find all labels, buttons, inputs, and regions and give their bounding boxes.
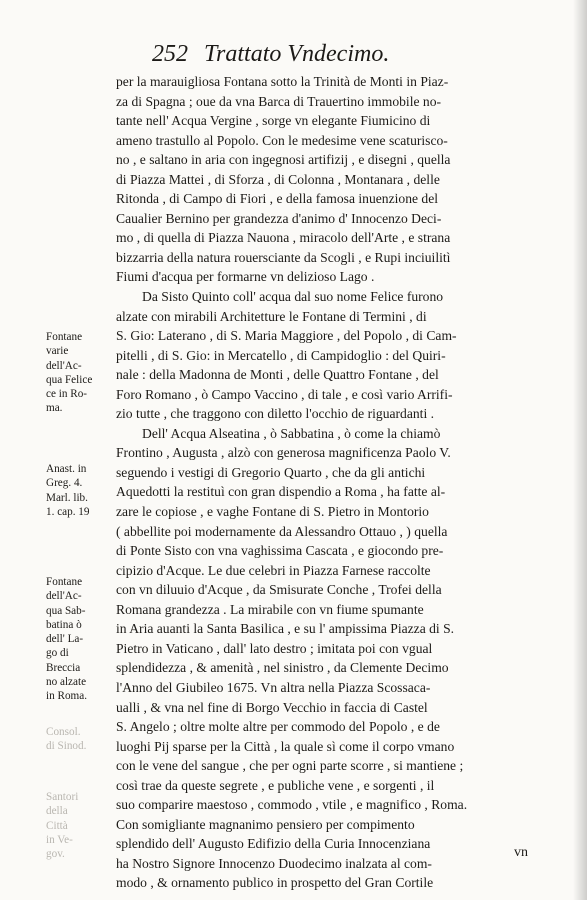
text-line: Pietro in Vaticano , dall' lato destro ; imitata poi con vgual <box>116 640 433 656</box>
note-line: go di <box>46 647 69 660</box>
note-line: Santori <box>46 791 79 803</box>
text-line: di Piazza Mattei , di Sforza , di Colonna , Montanara , delle <box>116 171 440 187</box>
margin-note-faint-bleedthrough-lower <box>46 790 112 861</box>
main-text <box>116 72 574 893</box>
text-line: bizzarria della natura rouersciante da Scogli , e Rupi inciuilitì <box>116 249 451 265</box>
page-number: 252 <box>152 41 188 67</box>
text-line: cipizio d'Acque. Le due celebri in Piazza Farnese raccolte <box>116 562 431 578</box>
text-line: Fiumi d'acqua per formarne vn delizioso Lago . <box>116 269 375 285</box>
text-line: ( abbellite poi modernamente da Alessandro Ottauo , ) quella <box>116 523 448 539</box>
text-line: tante nell' Acqua Vergine , sorge vn elegante Fiumicino di <box>116 113 431 129</box>
paragraph-start-line: Da Sisto Quinto coll' acqua dal suo nome Felice furono <box>142 289 444 305</box>
margin-note-fontane-sabbatina <box>46 575 112 704</box>
text-line: luoghi Pij sparse per la Città , la quale sì come il corpo vmano <box>116 738 455 754</box>
note-line: dell'Ac- <box>46 590 82 603</box>
text-line: ualli , & vna nel fine di Borgo Vecchio in faccia di Castel <box>116 699 428 715</box>
note-line: Fontane <box>46 331 83 343</box>
text-line: Aquedotti la restituì con gran dispendio a Roma , ha fatte al- <box>116 484 446 500</box>
note-line: in Roma. <box>46 690 88 703</box>
text-line: nale : della Madonna de Monti , delle Quattro Fontane , del <box>116 367 439 383</box>
text-line: ha Nostro Signore Innocenzo Duodecimo inalzata al com- <box>116 855 432 871</box>
text-line: Foro Romano , ò Campo Vaccino , di tale , e così vario Arrifi- <box>116 386 453 402</box>
text-line: per la marauigliosa Fontana sotto la Trinità de Monti in Piaz- <box>116 74 449 89</box>
note-line: dell' La- <box>46 633 84 646</box>
note-line: varie <box>46 345 69 358</box>
text-line: Con somigliante magnanimo pensiero per compimento <box>116 816 415 832</box>
text-line: così trae da queste segrete , e publiche vene , e sorgenti , il <box>116 777 435 793</box>
text-line: modo , & ornamento publico in prospetto del Gran Cortile <box>116 875 434 891</box>
note-line: ma. <box>46 402 63 415</box>
text-line: in Aria auanti la Santa Basilica , e su l' ampissima Piazza di S. <box>116 621 455 637</box>
note-line: della <box>46 805 68 818</box>
note-line: Fontane <box>46 576 83 588</box>
page-header <box>152 38 482 70</box>
text-line: l'Anno del Giubileo 1675. Vn altra nella Piazza Scossaca- <box>116 679 431 695</box>
text-line: con le vene del sangue , che per ogni parte scorre , si mantiene ; <box>116 758 464 774</box>
text-line: di Ponte Sisto con vna vaghissima Cascata , e giocondo pre- <box>116 543 444 559</box>
note-line: ce in Ro- <box>46 388 88 401</box>
note-line: Città <box>46 819 68 832</box>
text-line: Romana grandezza . La mirabile con vn fiume spumante <box>116 601 424 617</box>
note-line: Consol. <box>46 726 81 738</box>
note-line: no alzate <box>46 676 87 689</box>
text-line: seguendo i vestigi di Gregorio Quarto , che da gli antichi <box>116 464 426 480</box>
text-line: zare le copiose , e vaghe Fontane di S. Pietro in Montorio <box>116 504 429 520</box>
catchword: vn <box>514 845 528 860</box>
note-line: dell'Ac- <box>46 359 82 372</box>
text-line: suo comparire maestoso , commodo , vtile , e magnifico , Roma. <box>116 797 468 813</box>
note-line: gov. <box>46 848 65 861</box>
text-line: ameno trastullo al Popolo. Con le medesime vene scaturisco- <box>116 132 448 148</box>
text-line: Caualier Bernino per grandezza d'animo d' Innocenzo Deci- <box>116 210 442 226</box>
note-line: Anast. in <box>46 463 87 475</box>
note-line: Breccia <box>46 661 81 674</box>
note-line: qua Sab- <box>46 604 86 617</box>
text-line: Frontino , Augusta , alzò con generosa magnificenza Paolo V. <box>116 445 451 461</box>
text-line: Ritonda , di Campo di Fiori , e della famosa inuenzione del <box>116 191 439 207</box>
text-line: splendidezza , & amenità , nel sinistro , da Clemente Decimo <box>116 660 449 676</box>
note-line: 1. cap. 19 <box>46 505 90 518</box>
note-line: in Ve- <box>46 833 73 846</box>
running-title: Trattato Vndecimo. <box>204 41 390 67</box>
text-line: S. Gio: Laterano , di S. Maria Maggiore , del Popolo , di Cam- <box>116 328 457 344</box>
margin-note-anast <box>46 462 112 519</box>
text-line: zio tutte , che traggono con diletto l'occhio de riguardanti . <box>116 406 435 422</box>
margin-note-fontane-felice <box>46 330 112 416</box>
text-line: pitelli , di S. Gio: in Mercatello , di Campidoglio : del Quiri- <box>116 347 446 363</box>
paragraph-start-line: Dell' Acqua Alseatina , ò Sabbatina , ò come la chiamò <box>142 425 441 441</box>
text-line: alzate con mirabili Architetture le Fontane di Termini , di <box>116 308 427 324</box>
text-line: con vn diluuio d'Acque , da Smisurate Conche , Trofei della <box>116 582 442 598</box>
text-line: za di Spagna ; oue da vna Barca di Trauertino immobile no- <box>116 93 442 109</box>
text-line: splendido dell' Augusto Edifizio della Curia Innocenziana <box>116 836 431 852</box>
note-line: qua Felice <box>46 373 93 386</box>
note-line: Marl. lib. <box>46 491 88 504</box>
text-line: S. Angelo ; oltre molte altre per commodo del Popolo , e de <box>116 719 440 735</box>
text-line: no , e saltano in aria con ingegnosi artifizij , e disegni , quella <box>116 152 451 168</box>
note-line: di Sinod. <box>46 740 87 753</box>
page-gutter-shadow <box>573 0 587 900</box>
margin-note-faint-bleedthrough <box>46 725 112 754</box>
note-line: batina ò <box>46 618 82 631</box>
note-line: Greg. 4. <box>46 477 83 490</box>
text-line: mo , di quella di Piazza Nauona , miracolo dell'Arte , e strana <box>116 230 451 246</box>
